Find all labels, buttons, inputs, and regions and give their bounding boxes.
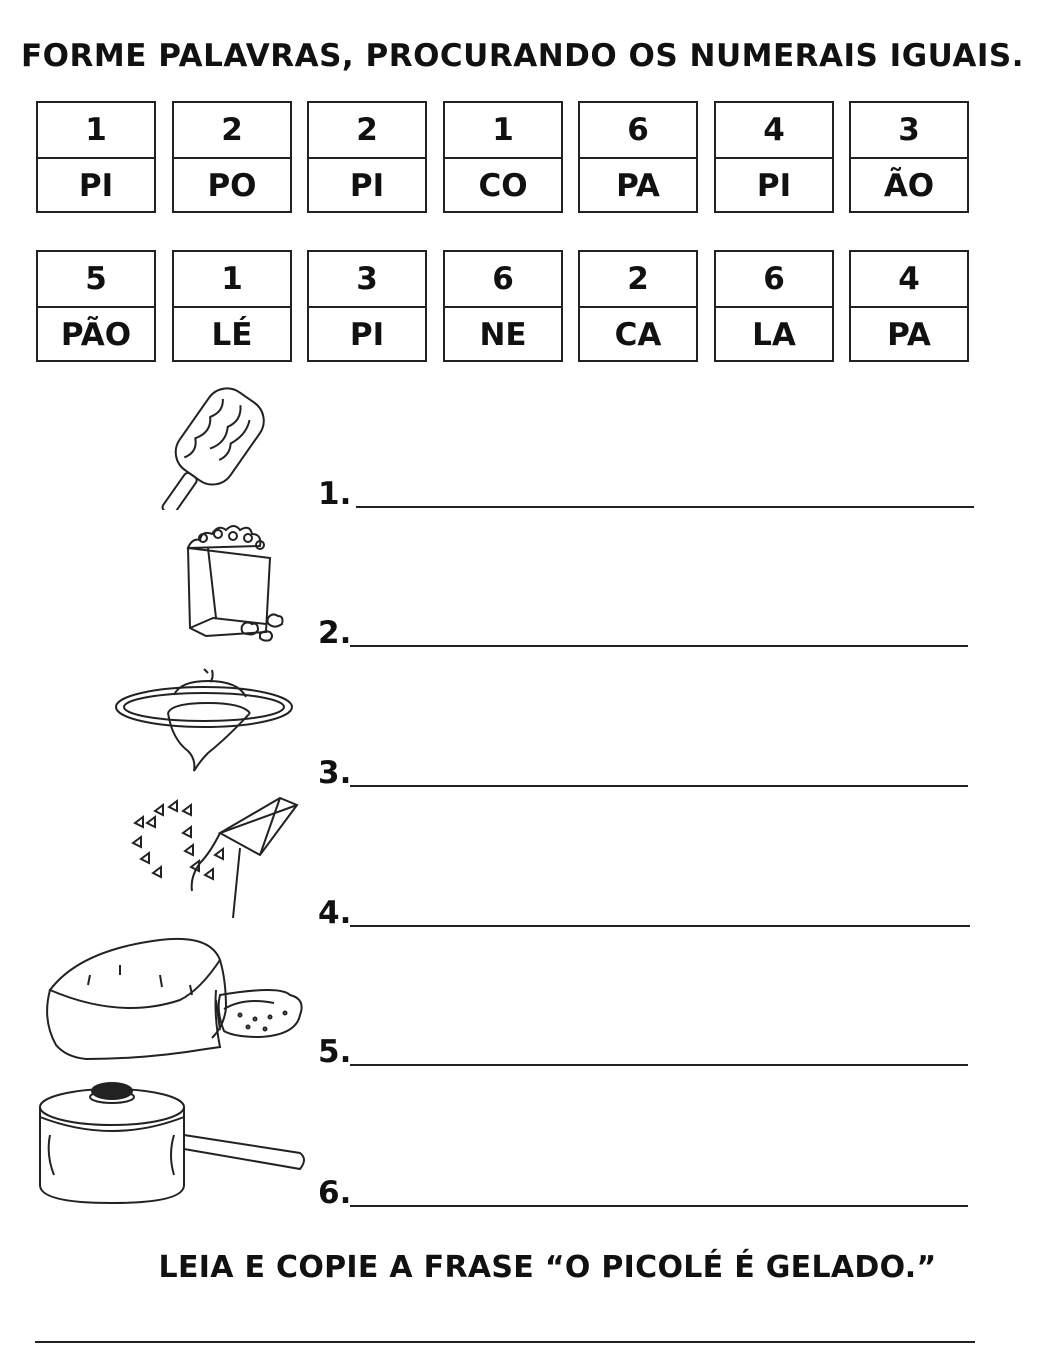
syllable-tile	[36, 250, 156, 362]
tile-number: 6	[580, 103, 696, 159]
syllable-tile	[443, 250, 563, 362]
tile-number: 1	[174, 252, 290, 308]
answer-line[interactable]	[350, 1205, 968, 1207]
tile-number: 2	[309, 103, 425, 159]
syllable-tile	[172, 250, 292, 362]
copy-line[interactable]	[35, 1341, 975, 1343]
tile-syllable: PI	[349, 317, 385, 353]
tile-syllable: PA	[887, 317, 931, 353]
tile-number: 2	[174, 103, 290, 159]
syllable-tile	[578, 250, 698, 362]
tile-syllable: LÉ	[211, 317, 253, 353]
tile-number: 6	[445, 252, 561, 308]
instruction-text: LEIA E COPIE A FRASE “O PICOLÉ É GELADO.”	[158, 1250, 937, 1285]
answer-line[interactable]	[350, 925, 970, 927]
answer-line[interactable]	[350, 1064, 968, 1066]
popsicle-icon	[160, 385, 305, 510]
tile-syllable: NE	[479, 317, 527, 353]
page-title: FORME PALAVRAS, PROCURANDO OS NUMERAIS IGUAIS.	[21, 38, 1024, 74]
tile-syllable: LA	[752, 317, 796, 353]
answer-number: 1.	[318, 476, 352, 512]
popcorn-icon	[178, 518, 298, 653]
answer-line[interactable]	[350, 785, 968, 787]
tile-number: 1	[445, 103, 561, 159]
tile-number: 6	[716, 252, 832, 308]
tile-number: 4	[851, 252, 967, 308]
answer-number: 3.	[318, 755, 352, 791]
bread-icon	[40, 935, 305, 1065]
tile-number: 1	[38, 103, 154, 159]
tile-number: 5	[38, 252, 154, 308]
tile-syllable: PI	[78, 168, 114, 204]
syllable-tile	[36, 101, 156, 213]
tile-syllable: PO	[207, 168, 257, 204]
tile-syllable: CA	[614, 317, 662, 353]
answer-line[interactable]	[350, 645, 968, 647]
syllable-tile	[307, 250, 427, 362]
answer-number: 4.	[318, 895, 352, 931]
syllable-tile	[443, 101, 563, 213]
tile-syllable: ÃO	[883, 168, 935, 204]
answer-line[interactable]	[356, 506, 974, 508]
syllable-tile	[172, 101, 292, 213]
tile-syllable: CO	[478, 168, 528, 204]
tile-number: 3	[309, 252, 425, 308]
tile-syllable: PÃO	[60, 317, 132, 353]
tile-syllable: PI	[349, 168, 385, 204]
tile-syllable: PA	[616, 168, 660, 204]
syllable-tile	[578, 101, 698, 213]
kite-icon	[125, 793, 305, 923]
spinning-top-icon	[112, 665, 302, 775]
syllable-tile	[714, 101, 834, 213]
syllable-tile	[307, 101, 427, 213]
tile-number: 4	[716, 103, 832, 159]
answer-number: 6.	[318, 1175, 352, 1211]
answer-number: 2.	[318, 615, 352, 651]
syllable-tile	[849, 101, 969, 213]
tile-number: 3	[851, 103, 967, 159]
syllable-tile	[849, 250, 969, 362]
answer-number: 5.	[318, 1034, 352, 1070]
syllable-tile	[714, 250, 834, 362]
tile-number: 2	[580, 252, 696, 308]
saucepan-icon	[30, 1075, 310, 1210]
tile-syllable: PI	[756, 168, 792, 204]
